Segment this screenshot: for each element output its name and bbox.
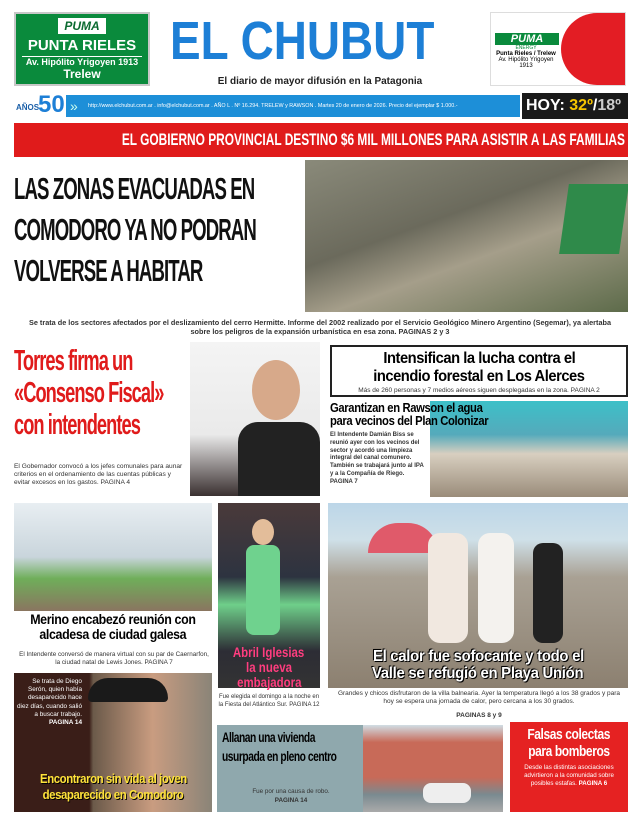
calor-summary: Grandes y chicos disfrutaron de la villa balnearia. Ayer la temperatura llegó a los 38 grados y para hoy se espera una jornada de calor, pero cercana a los 30 grados.: [337, 690, 621, 705]
headline-line: Falsas colectas: [527, 726, 611, 743]
torres-headline[interactable]: [14, 345, 186, 441]
puma-logo: PUMA: [495, 33, 559, 45]
headline-line: desaparecido en Comodoro: [42, 787, 184, 802]
headline-line: COMODORO YA NO PODRAN: [14, 212, 256, 247]
calor-headline[interactable]: [328, 648, 628, 682]
rawson-headline[interactable]: [330, 402, 530, 428]
abril-headline[interactable]: [218, 645, 320, 690]
falsas-box[interactable]: [510, 722, 628, 812]
temp-sep: /: [592, 97, 598, 114]
temp-max: 32º: [569, 97, 593, 114]
headline-line: El calor fue sofocante y todo el: [372, 648, 584, 665]
headline-line: alcadesa de ciudad galesa: [39, 627, 187, 642]
weather-box: [522, 93, 628, 119]
falsas-page: PAGINA 6: [578, 780, 608, 787]
puma-ad-right[interactable]: [490, 12, 626, 86]
torres-photo[interactable]: [190, 342, 320, 496]
masthead-tagline: El diario de mayor difusión en la Patagonia: [217, 76, 423, 87]
allanan-photo[interactable]: [363, 725, 503, 812]
ad-city: Trelew: [63, 67, 101, 81]
merino-headline[interactable]: [14, 612, 212, 642]
main-headline[interactable]: [14, 168, 302, 291]
headline-line: Valle se refugió en Playa Unión: [372, 665, 584, 682]
allanan-box[interactable]: [217, 725, 503, 812]
anniversary-number: 50: [38, 91, 65, 118]
banner-box[interactable]: [14, 123, 628, 157]
masthead-title: EL CHUBUT: [170, 11, 435, 71]
headline-line: Encontraron sin vida al joven: [39, 771, 187, 786]
ad-name: PUNTA RIELES: [27, 37, 137, 54]
ad-number: 1913: [519, 63, 533, 69]
headline-line: Abril Iglesias: [233, 644, 305, 660]
headline-line: Allanan una vivienda: [222, 730, 315, 745]
headline-line: la nueva: [246, 659, 292, 675]
allanan-page: PAGINA 14: [274, 797, 308, 804]
falsas-summary-text: Desde las distintas asociaciones advirtieron a la comunidad sobre posibles estafas.: [524, 764, 614, 787]
falsas-summary: [510, 764, 628, 788]
headline-line: para bomberos: [528, 743, 610, 760]
merino-summary: El Intendente conversó de manera virtual con su par de Caernarfon, la ciudad natal de Lewis Jones. PAGINA 7: [19, 651, 209, 666]
info-text: http://www.elchubut.com.ar . info@elchubut.com.ar . AÑO L . Nº 16.294. TRELEW y RAWSON . Martes 20 de enero de 2026. Precio del ejemplar $ 1.000.-: [88, 103, 458, 109]
main-summary: Se trata de los sectores afectados por el deslizamiento del cerro Hermitte. Informe del 2002 realizado por el Servicio Geológico Minero Argentino (Segemar), ya alertaba sobre los peligros de la expansión urbanística en esa zona. PAGINAS 2 y 3: [28, 318, 612, 336]
incendio-box[interactable]: [330, 345, 628, 397]
headline-line: Intensifican la lucha contra el: [383, 350, 575, 367]
headline-line: Torres firma un: [14, 345, 133, 377]
ad-name: Punta Rieles / Trelew: [496, 51, 556, 57]
chevron-right-icon: »: [70, 98, 78, 114]
puma-logo: PUMA: [58, 18, 105, 34]
headline-line: para vecinos del Plan Colonizar: [330, 414, 489, 428]
merino-photo[interactable]: [14, 503, 212, 611]
temp-min: 18º: [597, 97, 621, 114]
masthead-logo: [170, 11, 470, 74]
incendio-summary: Más de 260 personas y 7 medios aéreos siguen desplegadas en la zona. PAGINA 2: [358, 387, 600, 394]
ad-address: Av. Hipólito Yrigoyen 1913: [22, 56, 142, 67]
allanan-summary: Fue por una causa de robo.: [252, 788, 330, 795]
abril-summary: Fue elegida el domingo a la noche en la Fiesta del Atlántico Sur. PAGINA 12: [218, 694, 320, 708]
joven-summary-text: Se trata de Diego Serón, quien había desaparecido hace diez días, cuando salió a buscar trabajo.: [16, 678, 82, 718]
ad-sub: ENERGY: [515, 45, 537, 51]
landslide-photo[interactable]: [305, 160, 628, 312]
headline-line: usurpada en pleno centro: [222, 749, 337, 764]
headline-line: Merino encabezó reunión con: [30, 612, 196, 627]
calor-pages: PAGINAS 8 y 9: [456, 712, 502, 719]
weather-label: HOY:: [526, 97, 565, 114]
headline-line: con intendentes: [14, 409, 140, 441]
banner-headline: EL GOBIERNO PROVINCIAL DESTINO $6 MIL MILLONES PARA ASISTIR A LAS FAMILIAS: [121, 130, 625, 149]
ad-address: Av. Hipólito Yrigoyen: [498, 57, 554, 63]
joven-summary: [16, 678, 82, 727]
torres-summary: El Gobernador convocó a los jefes comunales para aunar criterios en el ordenamiento de las cuentas públicas y evitar excesos en los gastos. PAGINA 4: [14, 463, 183, 486]
headline-line: VOLVERSE A HABITAR: [14, 253, 203, 288]
joven-page: PAGINA 14: [48, 719, 82, 727]
headline-line: LAS ZONAS EVACUADAS EN: [14, 171, 255, 206]
rawson-summary: El Intendente Damián Biss se reunió ayer con los vecinos del sector y acordó una limpieza integral del canal comunero. También se trabajará junto al IPA y a la Compañía de Riego. PAGINA 7: [330, 432, 424, 485]
headline-line: Garantizan en Rawson el agua: [330, 401, 483, 415]
info-bar: [66, 95, 520, 117]
anniversary-label: AÑOS: [16, 103, 40, 112]
puma-ad-left[interactable]: [14, 12, 150, 86]
joven-headline[interactable]: [14, 771, 212, 803]
anniversary-logo: [14, 93, 64, 119]
headline-line: incendio forestal en Los Alerces: [373, 368, 585, 385]
headline-line: «Consenso Fiscal»: [14, 377, 164, 409]
headline-line: embajadora: [236, 674, 302, 690]
